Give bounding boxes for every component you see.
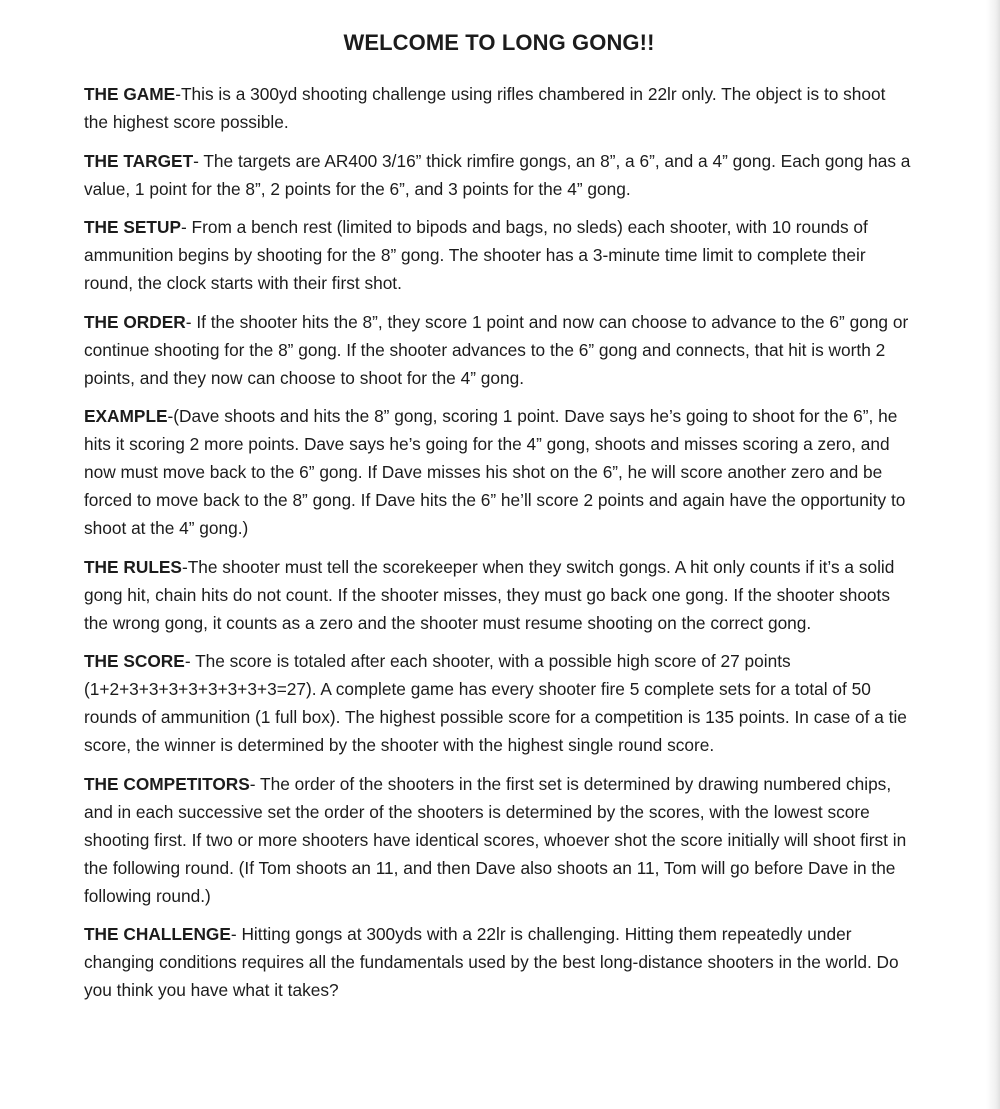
section-body: - The targets are AR400 3/16” thick rimfire gongs, an 8”, a 6”, and a 4” gong. Each gong has a value, 1 point for the 8”, 2 points for the 6”, and 3 points for the 4” gong. bbox=[84, 150, 911, 199]
section-body: - Hitting gongs at 300yds with a 22lr is challenging. Hitting them repeatedly under changing conditions requires all the fundamentals used by the best long-distance shooters in the world. Do you think you have what it takes? bbox=[84, 924, 899, 1000]
section-the-order bbox=[84, 308, 914, 392]
section-the-game bbox=[84, 80, 914, 136]
section-heading: THE TARGET bbox=[84, 150, 194, 171]
section-heading: EXAMPLE bbox=[84, 406, 168, 426]
section-body: -(Dave shoots and hits the 8” gong, scoring 1 point. Dave says he’s going to shoot for the 6”, he hits it scoring 2 more points. Dave says he’s going for the 4” gong, shoots and misses scoring a zero, and now must move back to the 6” gong. If Dave misses his shot on the 6”, he will score another zero and be forced to move back to the 8” gong. If Dave hits the 6” he’ll score 2 points and again have the opportunity to shoot at the 4” gong.) bbox=[84, 406, 906, 538]
section-heading: THE CHALLENGE bbox=[84, 924, 231, 944]
page-edge-shadow bbox=[986, 0, 1000, 1109]
section-heading: THE COMPETITORS bbox=[84, 773, 250, 794]
section-heading: THE SETUP bbox=[84, 217, 181, 237]
section-body: - The order of the shooters in the first set is determined by drawing numbered chips, and in each successive set the order of the shooters is determined by the scores, with the lowest score shooting first. If two or more shooters have identical scores, whoever shot the score initially will shoot first in the following round. (If Tom shoots an 11, and then Dave also shoots an 11, Tom will go before Dave in the following round.) bbox=[84, 773, 907, 906]
section-heading: THE SCORE bbox=[84, 651, 185, 671]
section-body: -This is a 300yd shooting challenge using rifles chambered in 22lr only. The object is to shoot the highest score possible. bbox=[84, 84, 886, 132]
section-the-challenge bbox=[84, 920, 914, 1004]
section-the-setup bbox=[84, 213, 914, 297]
section-the-target bbox=[84, 147, 914, 203]
section-body: - If the shooter hits the 8”, they score 1 point and now can choose to advance to the 6” gong or continue shooting for the 8” gong. If the shooter advances to the 6” gong and connects, that hit is worth 2 points, and they now can choose to shoot for the 4” gong. bbox=[84, 311, 909, 388]
document-title: WELCOME TO LONG GONG!! bbox=[343, 30, 655, 55]
section-heading: THE ORDER bbox=[84, 311, 186, 332]
section-the-rules bbox=[84, 553, 914, 637]
section-example bbox=[84, 402, 914, 542]
section-heading: THE RULES bbox=[84, 556, 182, 577]
section-body: - From a bench rest (limited to bipods and bags, no sleds) each shooter, with 10 rounds of ammunition begins by shooting for the 8” gong. The shooter has a 3-minute time limit to complete their round, the clock starts with their first shot. bbox=[84, 217, 868, 293]
section-heading: THE GAME bbox=[84, 84, 176, 104]
section-body: -The shooter must tell the scorekeeper when they switch gongs. A hit only counts if it’s a solid gong hit, chain hits do not count. If the shooter misses, they must go back one gong. If the shooter shoots the wrong gong, it counts as a zero and the shooter must resume shooting on the correct gong. bbox=[84, 556, 895, 633]
section-the-score bbox=[84, 647, 914, 759]
section-body: - The score is totaled after each shooter, with a possible high score of 27 points (1+2+3+3+3+3+3+3+3+3=27). A complete game has every shooter fire 5 complete sets for a total of 50 rounds of ammunition (1 full box). The highest possible score for a competition is 135 points. In case of a tie score, the winner is determined by the shooter with the highest single round score. bbox=[84, 651, 907, 755]
section-the-competitors bbox=[84, 770, 914, 910]
